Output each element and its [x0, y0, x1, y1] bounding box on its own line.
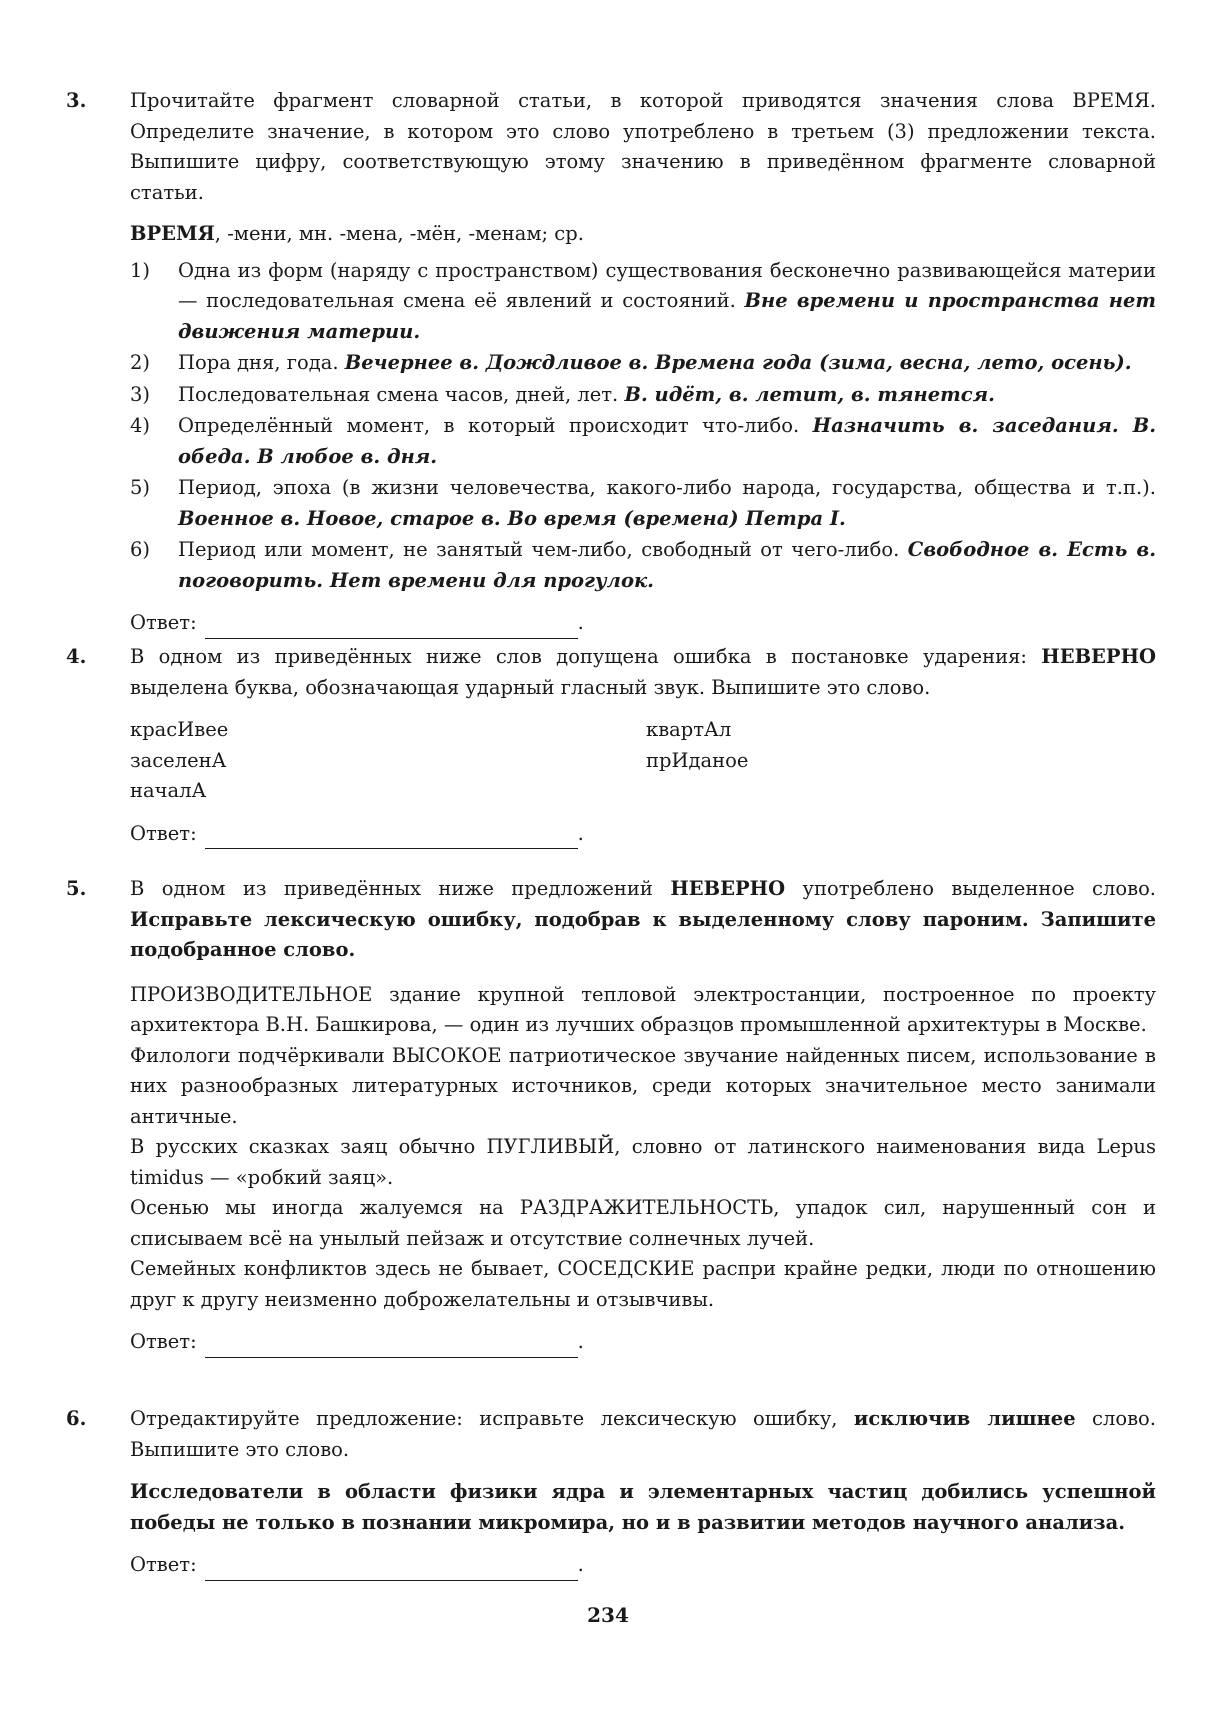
task-instruction: Прочитайте фрагмент словарной статьи, в которой приводятся значения слова ВРЕМЯ. Определите значение, в котором это слово употреблено в третьем (3) предложении текста. Выпишите цифру, соответствующую этому значению в приведённом фрагменте словарной статьи.	[130, 89, 1156, 204]
task-instruction	[130, 642, 1156, 703]
instruction-text: В одном из приведённых ниже слов допущена ошибка в постановке ударения:	[130, 645, 1042, 668]
answer-end: .	[577, 1553, 584, 1576]
word-option: заселенА	[130, 748, 227, 772]
sense-item	[130, 256, 1156, 348]
answer-field[interactable]	[205, 614, 578, 639]
sense-example: В. идёт, в. летит, в. тянется.	[624, 382, 995, 406]
task-5	[66, 874, 1156, 1358]
page-number: 234	[587, 1603, 629, 1627]
sense-number: 2)	[130, 351, 151, 374]
answer-end: .	[577, 821, 584, 845]
sense-item	[130, 380, 1156, 411]
sense-item	[130, 473, 1156, 534]
task-6	[66, 1404, 1156, 1581]
sense-number: 1)	[130, 258, 151, 282]
answer-field[interactable]	[205, 824, 578, 849]
sense-text: Период или момент, не занятый чем-либо, свободный от чего-либо.	[178, 538, 900, 561]
sense-number: 4)	[130, 414, 151, 437]
sense-example: Назначить в. заседания. В. обеда. В любое в. дня.	[178, 414, 1156, 468]
sense-number: 6)	[130, 538, 151, 561]
task-sentence: Исследователи в области физики ядра и элементарных частиц добились успешной победы не только в познании микромира, но и в развитии методов научного анализа.	[130, 1480, 1156, 1534]
task-3	[66, 86, 1156, 639]
answer-end: .	[577, 1330, 584, 1353]
answer-row	[130, 608, 1156, 639]
sentence-item: ПРОИЗВОДИТЕЛЬНОЕ здание крупной тепловой электростанции, построенное по проекту архитектора В.Н. Башкирова, — один из лучших образцов промышленной архитектуры в Москве.	[130, 982, 1156, 1036]
instruction-text: слово. Выпишите это слово.	[130, 1407, 1156, 1461]
sense-example: Вне времени и пространства нет движения материи.	[178, 289, 1157, 343]
sense-example: Вечернее в. Дождливое в. Времена года (зима, весна, лето, осень).	[344, 351, 1132, 374]
sense-item	[130, 348, 1156, 379]
word-option: началА	[130, 779, 207, 802]
sense-text: Период, эпоха (в жизни человечества, какого-либо народа, государства, общества и т.п.).	[178, 476, 1156, 499]
sentence-item: Семейных конфликтов здесь не бывает, СОСЕДСКИЕ распри крайне редки, люди по отношению друг к другу неизменно доброжелательны и отзывчивы.	[130, 1257, 1156, 1311]
task-4	[66, 642, 1156, 849]
task-number: 4.	[66, 645, 87, 668]
sentence-list	[130, 980, 1156, 1316]
answer-field[interactable]	[205, 1333, 578, 1358]
answer-row	[130, 1327, 1156, 1358]
answer-label: Ответ:	[130, 611, 197, 634]
answer-label: Ответ:	[130, 821, 197, 845]
sense-text: Определённый момент, в который происходит что-либо.	[178, 414, 800, 437]
sense-text: Пора дня, года.	[178, 351, 339, 374]
headword-grammar: , -мени, мн. -мена, -мён, -менам; ср.	[214, 222, 584, 245]
sense-example: Военное в. Новое, старое в. Во время (времена) Петра I.	[178, 506, 846, 530]
answer-end: .	[577, 611, 584, 634]
sentence-item: В русских сказках заяц обычно ПУГЛИВЫЙ, словно от латинского наименования вида Lepus timidus — «робкий заяц».	[130, 1135, 1156, 1189]
instruction-emphasis: НЕВЕРНО	[1041, 645, 1156, 668]
instruction-text: употреблено выделенное слово.	[785, 877, 1157, 900]
sense-item	[130, 535, 1156, 596]
sense-text: Последовательная смена часов, дней, лет.	[178, 382, 619, 406]
sentence-item: Осенью мы иногда жалуемся на РАЗДРАЖИТЕЛЬНОСТЬ, упадок сил, нарушенный сон и списываем всё на унылый пейзаж и отсутствие солнечных лучей.	[130, 1196, 1156, 1250]
task-instruction	[130, 1404, 1156, 1465]
word-list	[130, 715, 1156, 807]
instruction-text: Отредактируйте предложение: исправьте лексическую ошибку,	[130, 1407, 854, 1430]
answer-field[interactable]	[205, 1556, 578, 1581]
sense-example: Свободное в. Есть в. поговорить. Нет времени для прогулок.	[178, 538, 1156, 592]
word-option: прИданое	[646, 748, 749, 772]
instruction-text: выделена буква, обозначающая ударный гласный звук. Выпишите это слово.	[130, 675, 931, 699]
task-number: 3.	[66, 89, 87, 112]
answer-row	[130, 819, 1156, 850]
sense-text: Одна из форм (наряду с пространством) существования бесконечно развивающейся материи — последовательная смена её явлений и состояний.	[178, 258, 1156, 312]
answer-label: Ответ:	[130, 1330, 197, 1353]
sentence-item: Филологи подчёркивали ВЫСОКОЕ патриотическое звучание найденных писем, использование в них разнообразных литературных источников, среди которых значительное место занимали античные.	[130, 1043, 1156, 1128]
instruction-text: В одном из приведённых ниже предложений	[130, 877, 671, 900]
task-number: 5.	[66, 877, 87, 900]
task-number: 6.	[66, 1407, 87, 1430]
sense-number: 3)	[130, 382, 151, 406]
instruction-emphasis: исключив лишнее	[853, 1407, 1076, 1430]
instruction-emphasis: Исправьте лексическую ошибку, подобрав к выделенному слову пароним. Запишите подобранное слово.	[130, 907, 1156, 961]
task-instruction	[130, 874, 1156, 966]
sense-item	[130, 411, 1156, 472]
word-option: квартАл	[646, 718, 732, 741]
dictionary-entry-head	[130, 219, 1156, 250]
answer-row	[130, 1550, 1156, 1581]
sense-list	[130, 256, 1156, 597]
word-option: красИвее	[130, 718, 229, 741]
answer-label: Ответ:	[130, 1553, 197, 1576]
sense-number: 5)	[130, 476, 151, 499]
instruction-emphasis: НЕВЕРНО	[670, 877, 786, 900]
headword: ВРЕМЯ	[130, 222, 215, 245]
